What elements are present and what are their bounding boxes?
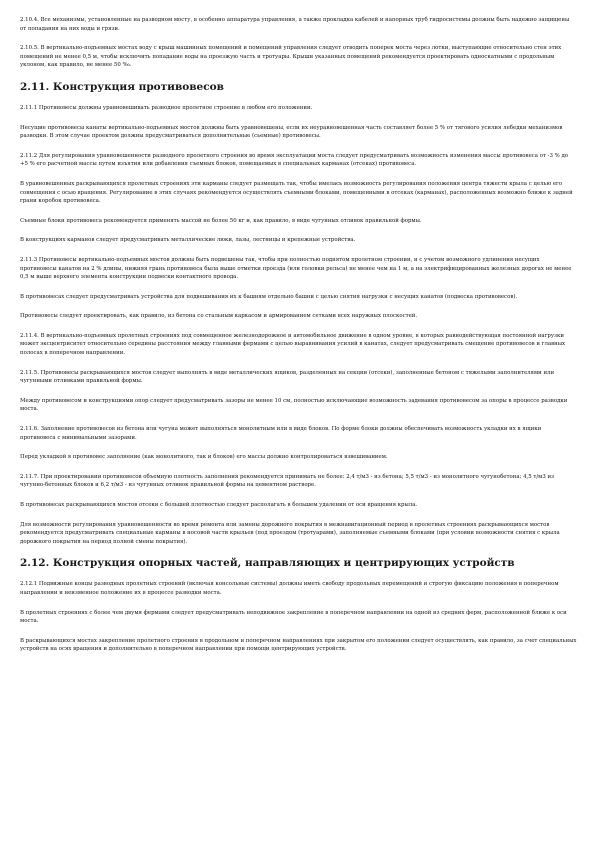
paragraph: В конструкциях карманов следует предусматривать металлические люки, лазы, лестницы и крепежные устройства. (20, 237, 356, 244)
paragraph: В пролетных строениях с более чем двумя фермами следует предусматривать неподвижное закрепление в поперечном направлении на одной из средних ферм, расположенной ближе к оси моста. (20, 609, 567, 625)
paragraph: 2.11.3 Противовесы вертикально-подъемных мостов должны быть подвешены так, чтобы при полностью поднятом пролетном строении, и с учетом возможного удлинения несущих противовесы канатов на 2 % длины, нижняя грань противовеса была выше отметки проезда (или головки рельса) не менее чем на 1 м, а на электрифицированных железных дорогах не менее 0,5 м выше верхнего элемента конструкции подвески контактного провода. (20, 256, 572, 281)
paragraph-2-10-5: 2.10.5. В вертикально-подъемных мостах воду с крыш машинных помещений и помещений управления следует отводить поперек моста через лотки, выступающие относительно стен этих помещений не менее 0,5 м, чтобы исключить попадание воды на проезжую часть и тротуары. Крыши указанных помещений рекомендуется проектировать односкатными с продольным уклоном, как правило, не менее 50 ‰. (20, 45, 562, 69)
paragraph: Для возможности регулирования уравновешенности во время ремонта или замены дорожного покрытия в межнавигационный период в пролетных строениях раскрывающихся мостов рекомендуется предусматривать специальные карманы в носовой части крыльев (под проездом (тротуарами), заполняемые съемными блоками (при условии возможности снятия с крыла дорожного покрытия на период полной смены покрытия). (20, 521, 560, 545)
paragraph: 2.12.1 Подвижные концы разводных пролетных строений (включая консольные системы) должны иметь свободу продольных перемещений и строгую фиксацию положения в поперечном направлении и неизменное положение их в процессе разводки моста. (20, 581, 559, 596)
paragraph-2-10-4: 2.10.4. Все механизмы, установленные на разводном мосту, в особенно аппаратура управления, а также прокладка кабелей и напорных труб гидросистемы должны быть надежно защищены от попадания на них воды и грязи. (20, 17, 570, 32)
section-heading-2-11: 2.11. Конструкция противовесов (20, 80, 224, 93)
paragraph: 2.11.5. Противовесы раскрывающихся мостов следует выполнять в виде металлических ящиков, разделенных на секции (отсеки), заполненные бетоном с тяжелыми заполнителями или чугунными отливками правильной формы. (20, 369, 555, 385)
section-heading-2-12: 2.12. Конструкция опорных частей, направляющих и центрирующих устройств (20, 557, 515, 570)
paragraph: В раскрывающихся мостах закрепление пролетного строения в продольном и поперечном направлениях при закрытом его положении следует осуществлять, как правило, за счет специальных устройств на осях вращения и дополнительно в поперечном направлении при помощи центрирующих устройств. (20, 637, 577, 653)
paragraph: В противовесах раскрывающихся мостов отсеки с большей плотностью следует располагать в большем удалении от оси вращения крыла. (20, 502, 418, 508)
paragraph: Между противовесом и конструкциями опор следует предусматривать зазоры не менее 10 см, полностью исключающие возможность задевания противовесом за опоры в процессе разводки моста. (20, 397, 568, 413)
paragraph: Несущие противовесы канаты вертикально-подъемных мостов должны быть уравновешены, если их неуравновешенная часть составляет более 5 % от тягового усилия лебедки механизмов разводки. В этом случае проектом должны предусматриваться дополнительные (сьемные) противовесы. (20, 124, 563, 140)
paragraph: 2.11.4. В вертикально-подъемных пролетных строениях под совмещенное железнодорожное и автомобильное движение в одном уровне, в которых равнодействующая постоянной нагрузки может эксцентриситет относительно середины расстояния между главными фермами с целью выравнивания усилий в канатах, следует предусматривать смещение противовесов и главных полосах в поперечном направлении. (20, 332, 566, 357)
paragraph: Перед укладкой в противовес заполнение (как монолитного, так и блоков) его массы должно контролироваться взвешиванием. (20, 454, 388, 461)
paragraph: Съемные блоки противовеса рекомендуется применять массой не более 50 кг и, как правило, в виде чугунных отливок правильной формы. (20, 217, 422, 224)
paragraph: Противовесы следует проектировать, как правило, из бетона со стальным каркасом и армированием сетками всех наружных плоскостей. (20, 313, 418, 320)
paragraph: В противовесах следует предусматривать устройства для подвешивания их к башням отдельно башни с целью снятия нагрузки с несущих канатов (подвеска противовесов). (20, 293, 518, 300)
paragraph: 2.11.6. Заполнение противовесов из бетона или чугуна может выполняться монолитным или в виде блоков. По форме блоки должны обеспечивать возможность укладки их в ящики противовеса с минимальными зазорами. (20, 426, 542, 441)
paragraph: 2.11.1 Противовесы должны уравновешивать разводное пролетное строение в любом его положении. (20, 104, 313, 111)
paragraph: 2.11.2 Для регулирования уравновешенности разводного пролетного строения во время эксплуатации моста следует предусматривать возможность изменения массы противовеса от -3 % до +5 % его расчетной массы путем изъятия или добавления съемных блоков, помещаемых в специальных карманах (отсеках) противовеса. (20, 152, 569, 168)
paragraph: В уравновешенных раскрывающихся пролетных строениях эти карманы следует размещать так, чтобы имелась возможность регулирования положения центра тяжести крыла с целью его совмещения с осью вращения. Регулирование в этих случаях рекомендуется осуществлять съемными блоками, помещенными в отсеках (карманах), расположенных возможно ближе к задней грани коробок противовеса. (20, 180, 573, 205)
paragraph: 2.11.7. При проектировании противовесов объемную плотность заполнения рекомендуется принимать не более: 2,4 т/м3 - из бетона; 5,5 т/м3 - из монолитного чугунобетона; 4,5 т/м3 из чугунно-бетонных блоков и 6,2 т/м3 - из чугунных отливок правильной формы на цементном растворе. (20, 473, 555, 489)
